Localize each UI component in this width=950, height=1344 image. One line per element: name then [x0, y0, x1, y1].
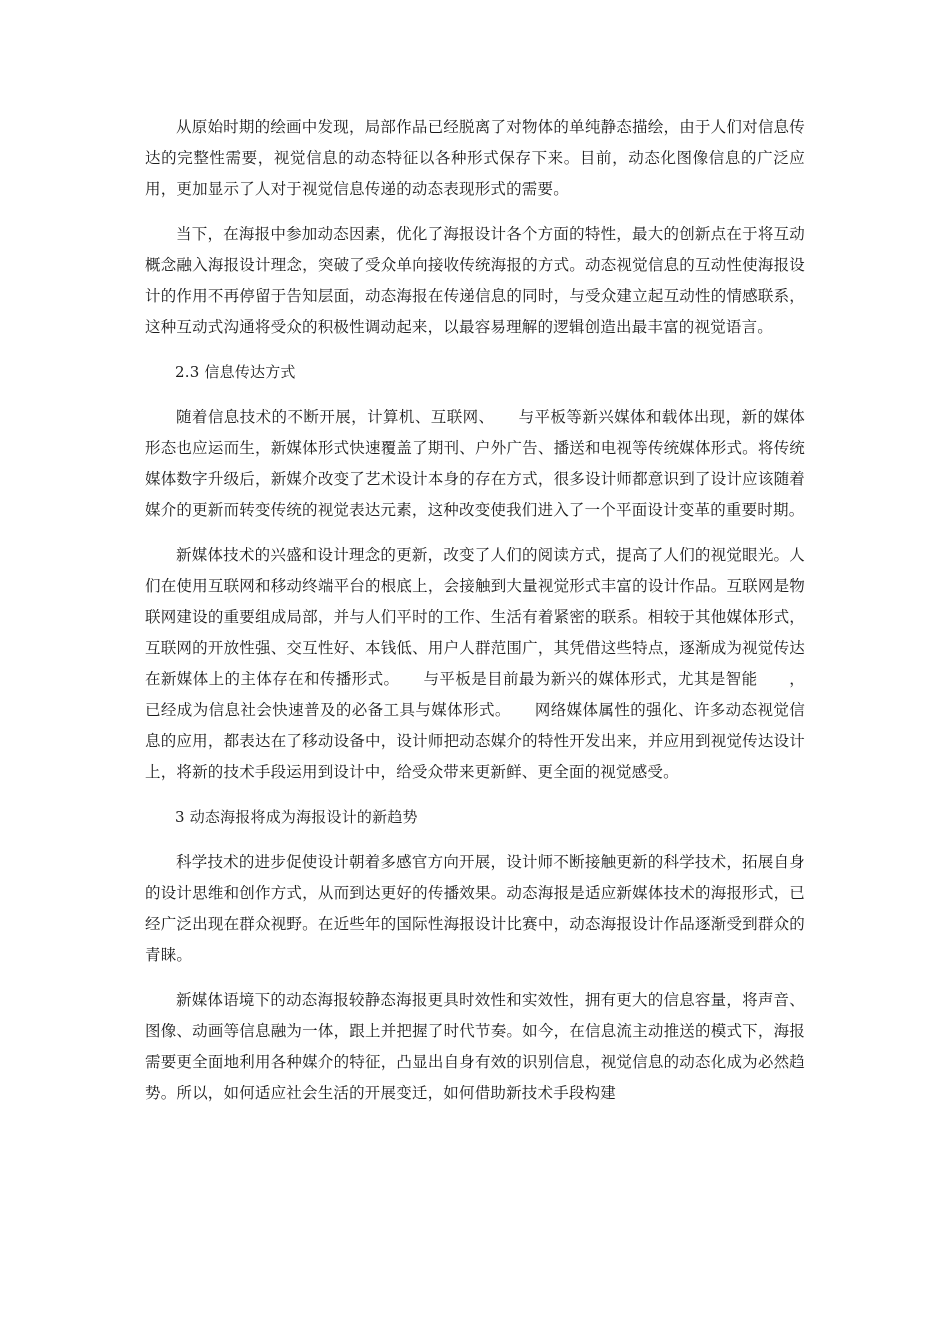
section-heading: 2.3 信息传达方式 — [175, 363, 296, 381]
paragraph: 随着信息技术的不断开展，计算机、互联网、 与平板等新兴媒体和载体出现，新的媒体形态也应运而生，新媒体形式快速覆盖了期刊、户外广告、播送和电视等传统媒体形式。将传统媒体数字升级后，新媒介改变了艺术设计本身的存在方式，很多设计师都意识到了设计应该随着媒介的更新而转变传统的视觉表达元素，这种改变使我们进入了一个平面设计变革的重要时期。 — [145, 408, 805, 519]
document-body — [145, 112, 805, 1123]
paragraph: 科学技术的进步促使设计朝着多感官方向开展，设计师不断接触更新的科学技术，拓展自身的设计思维和创作方式，从而到达更好的传播效果。动态海报是适应新媒体技术的海报形式，已经广泛出现在群众视野。在近些年的国际性海报设计比赛中，动态海报设计作品逐渐受到群众的青睐。 — [145, 853, 805, 964]
paragraph: 新媒体语境下的动态海报较静态海报更具时效性和实效性，拥有更大的信息容量，将声音、图像、动画等信息融为一体，跟上并把握了时代节奏。如今，在信息流主动推送的模式下，海报需要更全面地利用各种媒介的特征，凸显出自身有效的识别信息，视觉信息的动态化成为必然趋势。所以，如何适应社会生活的开展变迁，如何借助新技术手段构建 — [145, 991, 805, 1102]
section-heading: 3 动态海报将成为海报设计的新趋势 — [175, 808, 418, 826]
paragraph: 从原始时期的绘画中发现，局部作品已经脱离了对物体的单纯静态描绘，由于人们对信息传达的完整性需要，视觉信息的动态特征以各种形式保存下来。目前，动态化图像信息的广泛应用，更加显示了人对于视觉信息传递的动态表现形式的需要。 — [145, 118, 805, 198]
paragraph: 新媒体技术的兴盛和设计理念的更新，改变了人们的阅读方式，提高了人们的视觉眼光。人们在使用互联网和移动终端平台的根底上，会接触到大量视觉形式丰富的设计作品。互联网是物联网建设的重要组成局部，并与人们平时的工作、生活有着紧密的联系。相较于其他媒体形式，互联网的开放性强、交互性好、本钱低、用户人群范围广，其凭借这些特点，逐渐成为视觉传达在新媒体上的主体存在和传播形式。 与平板是目前最为新兴的媒体形式，尤其是智能 ，已经成为信息社会快速普及的必备工具与媒体形式。 网络媒体属性的强化、许多动态视觉信息的应用，都表达在了移动设备中，设计师把动态媒介的特性开发出来，并应用到视觉传达设计上，将新的技术手段运用到设计中，给受众带来更新鲜、更全面的视觉感受。 — [145, 546, 805, 781]
paragraph: 当下，在海报中参加动态因素，优化了海报设计各个方面的特性，最大的创新点在于将互动概念融入海报设计理念，突破了受众单向接收传统海报的方式。动态视觉信息的互动性使海报设计的作用不再停留于告知层面，动态海报在传递信息的同时，与受众建立起互动性的情感联系，这种互动式沟通将受众的积极性调动起来，以最容易理解的逻辑创造出最丰富的视觉语言。 — [145, 225, 805, 336]
